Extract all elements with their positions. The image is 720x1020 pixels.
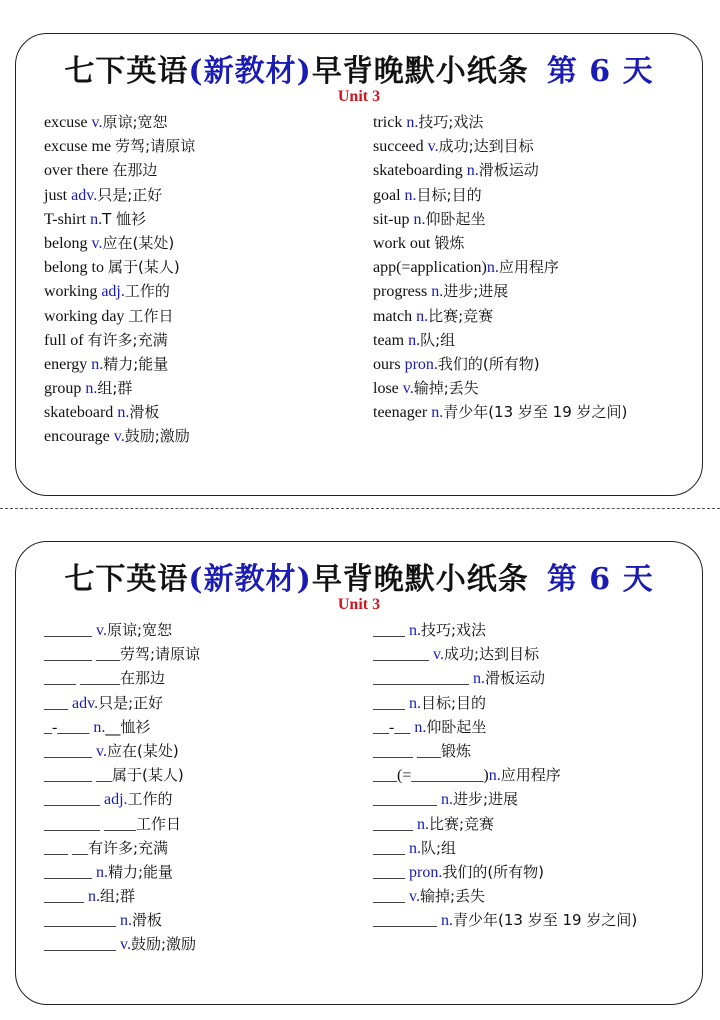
vocab-meaning: 工作日 bbox=[128, 306, 174, 325]
vocab-word: team bbox=[373, 331, 409, 349]
part-of-speech: v. bbox=[91, 114, 103, 131]
part-of-speech: v. bbox=[433, 646, 444, 664]
vocab-word: belong bbox=[44, 234, 92, 252]
vocab-row bbox=[44, 908, 200, 932]
vocab-word: working day bbox=[44, 307, 129, 325]
vocab-word: ___(=_________) bbox=[373, 767, 489, 785]
quiz-list-right bbox=[373, 618, 637, 932]
vocab-word: ________ bbox=[373, 912, 441, 930]
vocab-meaning: 劳驾;请原谅 bbox=[115, 137, 196, 156]
part-of-speech: adj. bbox=[104, 791, 128, 809]
cut-line-divider bbox=[0, 508, 720, 509]
vocab-meaning: __恤衫 bbox=[105, 717, 151, 736]
part-of-speech: n. bbox=[416, 307, 429, 325]
vocab-row bbox=[44, 279, 195, 303]
part-of-speech: n. bbox=[486, 259, 499, 277]
vocab-word: app(=application) bbox=[373, 259, 487, 277]
vocab-word: ______ ___ bbox=[44, 646, 120, 664]
vocab-row bbox=[373, 666, 637, 690]
part-of-speech: n. bbox=[408, 331, 421, 349]
title-suffix: 早背晚默小纸条 bbox=[311, 562, 529, 597]
vocab-meaning: 滑板运动 bbox=[485, 669, 546, 688]
title-day: 第 6 天 bbox=[546, 562, 654, 597]
vocab-meaning: 队;组 bbox=[420, 330, 456, 349]
part-of-speech: n. bbox=[90, 210, 103, 228]
part-of-speech: n. bbox=[409, 622, 421, 639]
part-of-speech: n. bbox=[409, 839, 421, 857]
vocab-word: _______ bbox=[44, 791, 104, 809]
vocab-row bbox=[44, 424, 195, 448]
vocab-row bbox=[373, 279, 627, 303]
vocab-meaning: 原谅;宽恕 bbox=[106, 621, 173, 639]
vocab-meaning: 锻炼 bbox=[434, 233, 465, 252]
vocab-row bbox=[44, 763, 200, 787]
vocab-row bbox=[373, 860, 637, 884]
vocab-row bbox=[373, 400, 627, 424]
vocab-meaning: 组;群 bbox=[97, 379, 133, 398]
vocab-row bbox=[373, 183, 627, 207]
vocab-meaning: 原谅;宽恕 bbox=[102, 113, 168, 131]
part-of-speech: n. bbox=[117, 404, 130, 422]
vocab-word: trick bbox=[373, 114, 407, 131]
vocab-row bbox=[373, 158, 627, 182]
vocab-row bbox=[44, 836, 200, 860]
title-prefix: 七下英语 bbox=[64, 54, 189, 89]
part-of-speech: n. bbox=[91, 355, 104, 373]
vocab-row bbox=[44, 207, 195, 231]
vocab-meaning: 应用程序 bbox=[498, 258, 559, 277]
vocab-row bbox=[44, 134, 195, 158]
vocab-row bbox=[373, 763, 637, 787]
vocab-meaning: 鼓励;激励 bbox=[130, 935, 197, 954]
vocab-row bbox=[44, 352, 195, 376]
vocab-meaning: 队;组 bbox=[421, 838, 457, 857]
vocab-row bbox=[44, 739, 200, 763]
vocab-row bbox=[373, 812, 637, 836]
part-of-speech: n. bbox=[441, 791, 453, 809]
part-of-speech: n. bbox=[409, 694, 421, 712]
vocab-meaning: 滑板运动 bbox=[478, 161, 539, 180]
vocab-word: ______ bbox=[44, 742, 96, 760]
vocab-meaning: 滑板 bbox=[132, 911, 163, 930]
vocab-meaning: 有许多;充满 bbox=[88, 838, 169, 857]
vocab-word: ____ bbox=[373, 888, 409, 906]
vocab-row bbox=[44, 812, 200, 836]
part-of-speech: n. bbox=[120, 912, 132, 930]
vocab-row bbox=[44, 231, 195, 255]
vocab-meaning: 劳驾;请原谅 bbox=[120, 645, 201, 664]
vocab-meaning: 应在(某处) bbox=[106, 741, 179, 760]
title-paren: (新教材) bbox=[188, 54, 312, 89]
vocab-word: working bbox=[44, 283, 102, 301]
vocab-word: energy bbox=[44, 355, 92, 373]
vocab-word: excuse me bbox=[44, 138, 116, 156]
vocab-word: ours bbox=[373, 355, 405, 373]
vocab-meaning: 进步;进展 bbox=[453, 790, 519, 809]
vocab-meaning: 我们的(所有物) bbox=[437, 354, 540, 373]
vocab-row bbox=[373, 642, 637, 666]
quiz-list-left bbox=[44, 618, 200, 957]
study-card-quiz bbox=[15, 541, 703, 1005]
title-day: 第 6 天 bbox=[546, 54, 654, 89]
vocab-row bbox=[44, 715, 200, 739]
vocab-meaning: 仰卧起坐 bbox=[425, 209, 486, 228]
vocab-row bbox=[373, 304, 627, 328]
vocab-word: full of bbox=[44, 331, 88, 349]
vocab-word: just bbox=[44, 186, 72, 204]
vocab-meaning: 在那边 bbox=[112, 161, 158, 180]
vocab-row bbox=[44, 787, 200, 811]
vocab-row bbox=[373, 739, 637, 763]
vocab-row bbox=[44, 618, 200, 642]
part-of-speech: v. bbox=[91, 234, 103, 252]
vocab-row bbox=[373, 715, 637, 739]
vocab-meaning: 只是;正好 bbox=[98, 693, 164, 712]
vocab-row bbox=[44, 691, 200, 715]
part-of-speech: v. bbox=[96, 622, 107, 639]
vocab-row bbox=[373, 836, 637, 860]
vocab-row bbox=[44, 400, 195, 424]
vocab-word: _____ ___ bbox=[373, 742, 441, 760]
vocab-word: over there bbox=[44, 162, 113, 180]
vocab-meaning: 目标;目的 bbox=[416, 185, 482, 204]
vocab-word: lose bbox=[373, 380, 403, 398]
vocab-row bbox=[373, 255, 627, 279]
vocab-meaning: 在那边 bbox=[120, 669, 166, 688]
vocab-word: succeed bbox=[373, 138, 428, 156]
vocab-word: group bbox=[44, 380, 86, 398]
part-of-speech: n. bbox=[406, 114, 419, 131]
vocab-meaning: 鼓励;激励 bbox=[124, 427, 190, 446]
vocab-word: match bbox=[373, 307, 417, 325]
part-of-speech: pron. bbox=[409, 863, 443, 881]
vocab-row bbox=[373, 134, 627, 158]
vocab-meaning: 比赛;竞赛 bbox=[429, 814, 495, 833]
vocab-meaning: 成功;达到目标 bbox=[438, 137, 534, 156]
unit-label: Unit 3 bbox=[337, 596, 381, 613]
title-prefix: 七下英语 bbox=[64, 562, 189, 597]
title-suffix: 早背晚默小纸条 bbox=[311, 54, 529, 89]
vocab-meaning: 进步;进展 bbox=[443, 282, 509, 301]
vocab-meaning: 仰卧起坐 bbox=[426, 717, 487, 736]
vocab-word: ___ __ bbox=[44, 839, 88, 857]
part-of-speech: adv. bbox=[72, 694, 99, 712]
vocab-meaning: 应在(某处) bbox=[102, 233, 175, 252]
vocab-meaning: 有许多;充满 bbox=[87, 330, 168, 349]
vocab-word: ______ __ bbox=[44, 767, 112, 785]
vocab-row bbox=[373, 352, 627, 376]
vocab-row bbox=[373, 787, 637, 811]
vocab-row bbox=[44, 932, 200, 956]
part-of-speech: v. bbox=[409, 888, 420, 906]
part-of-speech: n. bbox=[88, 888, 100, 906]
vocab-row bbox=[373, 207, 627, 231]
vocab-meaning: 工作的 bbox=[127, 790, 173, 809]
vocab-row bbox=[44, 642, 200, 666]
part-of-speech: v. bbox=[402, 380, 414, 398]
vocab-word: skateboarding bbox=[373, 162, 467, 180]
vocab-word: ____ bbox=[373, 839, 409, 857]
vocab-meaning: 工作日 bbox=[136, 814, 182, 833]
vocab-word: ________ bbox=[373, 791, 441, 809]
vocab-meaning: 技巧;戏法 bbox=[418, 113, 484, 131]
vocab-row bbox=[44, 328, 195, 352]
vocab-word: T-shirt bbox=[44, 210, 91, 228]
vocab-meaning: 输掉;丢失 bbox=[419, 887, 486, 906]
part-of-speech: n. bbox=[473, 670, 485, 688]
vocab-word: _-____ bbox=[44, 718, 94, 736]
vocab-meaning: 组;群 bbox=[100, 887, 136, 906]
vocab-meaning: 青少年(13 岁至 19 岁之间) bbox=[453, 911, 638, 930]
vocab-meaning: 只是;正好 bbox=[97, 185, 163, 204]
vocab-word: goal bbox=[373, 186, 405, 204]
vocab-row bbox=[44, 304, 195, 328]
title-paren: (新教材) bbox=[188, 562, 312, 597]
vocab-row bbox=[373, 110, 627, 134]
part-of-speech: n. bbox=[414, 718, 427, 736]
part-of-speech: n. bbox=[413, 210, 426, 228]
vocab-row bbox=[373, 908, 637, 932]
part-of-speech: n. bbox=[488, 767, 501, 785]
part-of-speech: n. bbox=[431, 404, 444, 422]
part-of-speech: n. bbox=[417, 815, 429, 833]
vocab-meaning: 目标;目的 bbox=[421, 693, 487, 712]
vocab-meaning: 属于(某人) bbox=[108, 258, 180, 277]
vocab-row bbox=[373, 691, 637, 715]
vocab-row bbox=[44, 255, 195, 279]
part-of-speech: n. bbox=[431, 283, 444, 301]
vocab-meaning: 应用程序 bbox=[500, 766, 561, 785]
vocab-row bbox=[373, 884, 637, 908]
vocab-meaning: T 恤衫 bbox=[102, 209, 147, 228]
study-card-reference bbox=[15, 33, 703, 496]
part-of-speech: v. bbox=[120, 936, 131, 954]
vocab-word: _______ bbox=[373, 646, 433, 664]
vocab-word: __-__ bbox=[373, 718, 415, 736]
vocab-row bbox=[44, 158, 195, 182]
vocab-row bbox=[373, 328, 627, 352]
vocab-word: excuse bbox=[44, 114, 92, 131]
vocab-meaning: 比赛;竞赛 bbox=[428, 306, 494, 325]
vocab-word: _____ bbox=[44, 888, 88, 906]
part-of-speech: v. bbox=[113, 428, 125, 446]
vocab-meaning: 青少年(13 岁至 19 岁之间) bbox=[443, 403, 628, 422]
card-title bbox=[16, 46, 702, 90]
vocab-word: _________ bbox=[44, 912, 120, 930]
vocab-word: ____ bbox=[373, 694, 409, 712]
vocab-word: teenager bbox=[373, 404, 432, 422]
vocab-meaning: 输掉;丢失 bbox=[413, 379, 479, 398]
part-of-speech: n. bbox=[96, 863, 108, 881]
vocab-word: ______ bbox=[44, 622, 96, 639]
part-of-speech: adj. bbox=[101, 283, 125, 301]
part-of-speech: n. bbox=[404, 186, 417, 204]
vocab-meaning: 我们的(所有物) bbox=[442, 862, 545, 881]
vocab-meaning: 工作的 bbox=[124, 282, 170, 301]
vocab-word: encourage bbox=[44, 428, 114, 446]
vocab-row bbox=[44, 183, 195, 207]
vocab-word: ___ bbox=[44, 694, 72, 712]
vocab-meaning: 精力;能量 bbox=[103, 354, 169, 373]
vocab-row bbox=[44, 110, 195, 134]
part-of-speech: v. bbox=[96, 742, 107, 760]
vocab-word: ______ bbox=[44, 863, 96, 881]
vocab-word: progress bbox=[373, 283, 432, 301]
vocab-row bbox=[373, 231, 627, 255]
vocab-row bbox=[373, 618, 637, 642]
unit-label: Unit 3 bbox=[337, 88, 381, 105]
part-of-speech: v. bbox=[427, 138, 439, 156]
vocab-word: work out bbox=[373, 234, 435, 252]
part-of-speech: adv. bbox=[71, 186, 98, 204]
vocab-word: ____ bbox=[373, 863, 409, 881]
vocab-word: skateboard bbox=[44, 404, 118, 422]
card-title bbox=[16, 554, 702, 598]
vocab-meaning: 锻炼 bbox=[441, 741, 472, 760]
vocab-word: belong to bbox=[44, 259, 108, 277]
vocab-row bbox=[44, 860, 200, 884]
vocab-word: ____________ bbox=[373, 670, 473, 688]
vocab-meaning: 精力;能量 bbox=[108, 862, 174, 881]
vocab-list-left bbox=[44, 110, 195, 449]
vocab-row bbox=[373, 376, 627, 400]
part-of-speech: n. bbox=[466, 162, 479, 180]
vocab-word: _______ ____ bbox=[44, 815, 136, 833]
vocab-word: ____ bbox=[373, 622, 409, 639]
vocab-list-right bbox=[373, 110, 627, 424]
vocab-row bbox=[44, 376, 195, 400]
vocab-meaning: 属于(某人) bbox=[112, 766, 184, 785]
vocab-word: sit-up bbox=[373, 210, 414, 228]
vocab-word: _________ bbox=[44, 936, 120, 954]
part-of-speech: n. bbox=[85, 380, 98, 398]
vocab-row bbox=[44, 884, 200, 908]
part-of-speech: pron. bbox=[404, 355, 438, 373]
vocab-word: _____ bbox=[373, 815, 417, 833]
part-of-speech: n. bbox=[441, 912, 453, 930]
part-of-speech: n. bbox=[93, 718, 106, 736]
vocab-meaning: 技巧;戏法 bbox=[421, 621, 487, 639]
vocab-meaning: 成功;达到目标 bbox=[443, 645, 540, 664]
vocab-meaning: 滑板 bbox=[129, 403, 160, 422]
vocab-word: ____ _____ bbox=[44, 670, 120, 688]
vocab-row bbox=[44, 666, 200, 690]
